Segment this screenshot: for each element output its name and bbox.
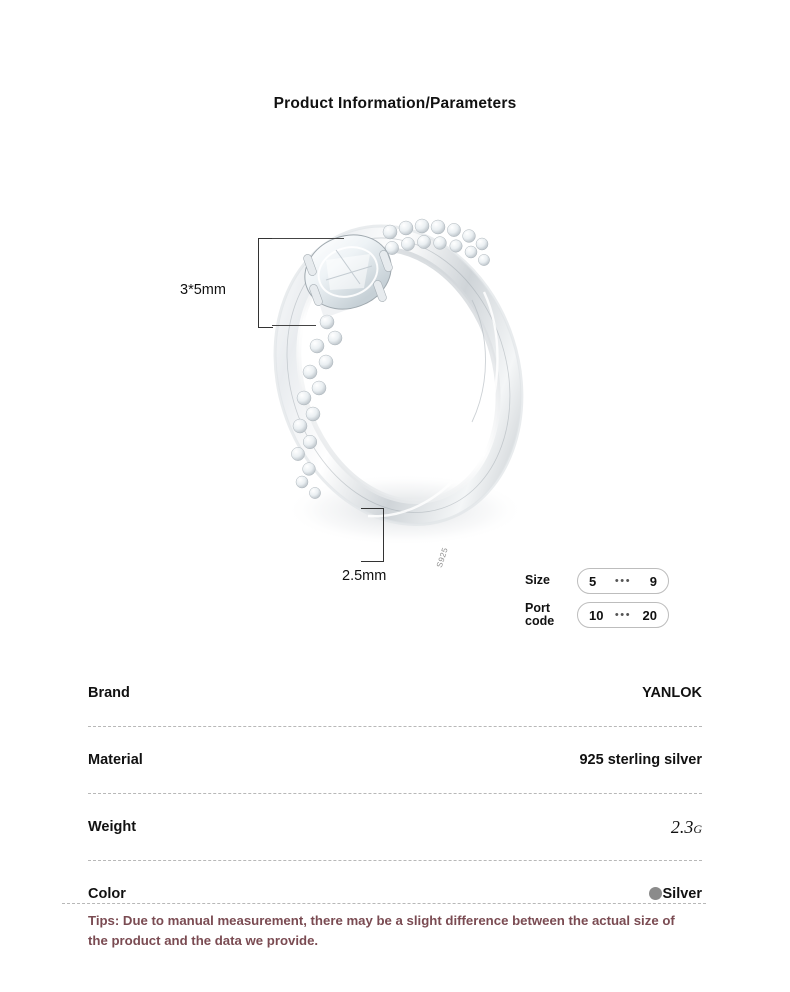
size-range-dots: •••	[614, 574, 632, 587]
band-width-label: 2.5mm	[342, 568, 387, 584]
spec-value-brand: YANLOK	[642, 685, 702, 701]
port-code-range-pill[interactable]	[577, 602, 669, 628]
spec-key-color: Color	[88, 886, 126, 902]
port-code-label	[525, 602, 577, 628]
port-code-selector-row	[525, 602, 685, 628]
spec-key-material: Material	[88, 752, 143, 768]
color-name: Silver	[662, 886, 702, 902]
spec-value-color	[649, 886, 703, 902]
page-title: Product Information/Parameters	[273, 95, 517, 112]
selector-block	[525, 568, 685, 636]
port-code-range-dots: •••	[614, 608, 632, 621]
table-row	[88, 726, 702, 793]
tips-text: Tips: Due to manual measurement, there may be a slight difference between the actual size of the product and the data we provide.	[88, 913, 675, 949]
tips-divider	[62, 903, 706, 904]
weight-unit: G	[693, 821, 702, 836]
spec-value-material: 925 sterling silver	[579, 752, 702, 768]
size-label: Size	[525, 573, 551, 588]
size-selector-row	[525, 568, 685, 594]
size-range-pill[interactable]	[577, 568, 669, 594]
ring-image	[240, 180, 560, 580]
table-row	[88, 660, 702, 726]
size-range-from: 5	[589, 573, 597, 589]
stone-size-leader-top	[272, 238, 344, 239]
engraving-text: S925	[434, 546, 450, 569]
port-code-range-from: 10	[589, 607, 604, 623]
spec-key-weight: Weight	[88, 819, 137, 835]
port-code-label-line1: Port	[525, 601, 550, 615]
port-code-range-to: 20	[642, 607, 657, 623]
stone-size-bracket	[258, 238, 273, 328]
stone-size-label: 3*5mm	[180, 282, 226, 298]
port-code-label-line2: code	[525, 614, 555, 629]
weight-number: 2.3	[670, 816, 694, 837]
stone-size-leader-bottom	[272, 325, 316, 326]
spec-table	[88, 660, 702, 927]
spec-key-brand: Brand	[88, 685, 130, 701]
band-width-bracket	[361, 508, 384, 562]
spec-value-weight	[671, 817, 702, 838]
size-range-to: 9	[649, 573, 657, 589]
color-swatch-icon	[649, 887, 662, 900]
table-row	[88, 793, 702, 860]
